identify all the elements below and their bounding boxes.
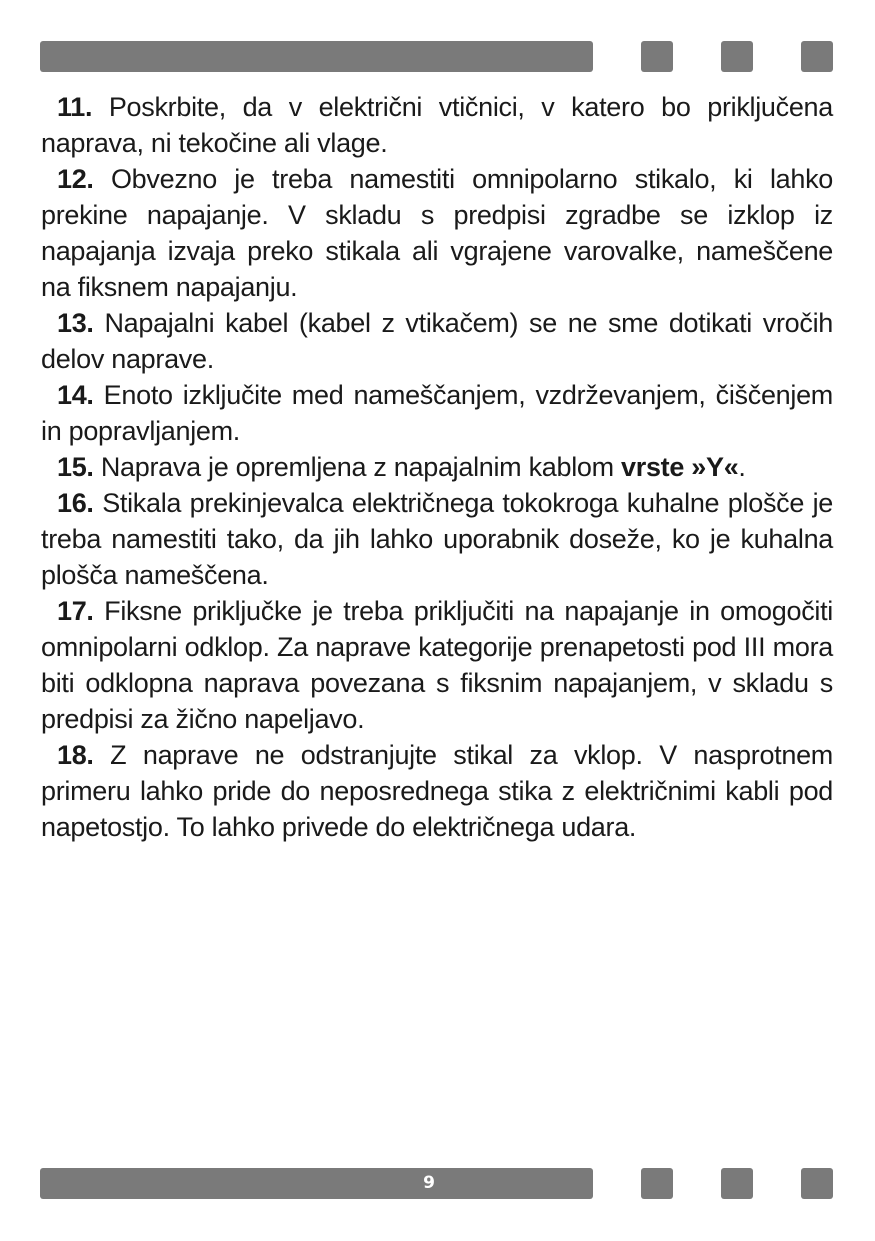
footer-square-2 — [721, 1168, 753, 1199]
page-number: 9 — [423, 1173, 435, 1193]
item-tail: . — [738, 452, 746, 482]
safety-instructions — [41, 89, 833, 845]
item-text: Poskrbite, da v električni vtičnici, v katero bo priključena naprava, ni tekočine ali vlage. — [41, 92, 833, 158]
header-square-1 — [641, 41, 673, 72]
instruction-item-15 — [41, 449, 833, 485]
item-text: Napajalni kabel (kabel z vtikačem) se ne sme dotikati vročih delov naprave. — [41, 308, 833, 374]
item-number: 16. — [57, 488, 94, 518]
item-number: 15. — [57, 452, 94, 482]
item-number: 18. — [57, 740, 94, 770]
instruction-item-12 — [41, 161, 833, 305]
header-square-2 — [721, 41, 753, 72]
footer-square-3 — [801, 1168, 833, 1199]
header-square-3 — [801, 41, 833, 72]
instruction-item-16 — [41, 485, 833, 593]
cable-type: vrste »Y« — [621, 452, 739, 482]
header-bar — [40, 41, 593, 72]
instruction-item-17 — [41, 593, 833, 737]
item-text: Z naprave ne odstranjujte stikal za vklop. V nasprotnem primeru lahko pride do neposrednega stika z električnimi kabli pod napetostjo. To lahko privede do električnega udara. — [41, 740, 833, 842]
item-text: Fiksne priključke je treba priključiti na napajanje in omogočiti omnipolarni odklop. Za naprave kategorije prenapetosti pod III mora biti odklopna naprava povezana s fiksnim napajanjem, v skladu s predpisi za žično napeljavo. — [41, 596, 834, 734]
item-number: 13. — [57, 308, 94, 338]
footer-bar — [40, 1168, 593, 1199]
instruction-item-13 — [41, 305, 833, 377]
instruction-item-11 — [41, 89, 833, 161]
item-number: 14. — [57, 380, 94, 410]
instruction-item-18 — [41, 737, 833, 845]
item-text: Obvezno je treba namestiti omnipolarno stikalo, ki lahko prekine napajanje. V skladu s predpisi zgradbe se izklop iz napajanja izvaja preko stikala ali vgrajene varovalke, nameščene na fiksnem napajanju. — [41, 164, 833, 302]
item-number: 11. — [57, 92, 93, 122]
item-number: 17. — [57, 596, 94, 626]
item-text: Naprava je opremljena z napajalnim kablom — [100, 452, 622, 482]
footer-square-1 — [641, 1168, 673, 1199]
instruction-item-14 — [41, 377, 833, 449]
item-text: Stikala prekinjevalca električnega tokokroga kuhalne plošče je treba namestiti tako, da jih lahko uporabnik doseže, ko je kuhalna plošča nameščena. — [41, 488, 834, 590]
item-text: Enoto izključite med nameščanjem, vzdrževanjem, čiščenjem in popravljanjem. — [41, 380, 833, 446]
item-number: 12. — [57, 164, 94, 194]
